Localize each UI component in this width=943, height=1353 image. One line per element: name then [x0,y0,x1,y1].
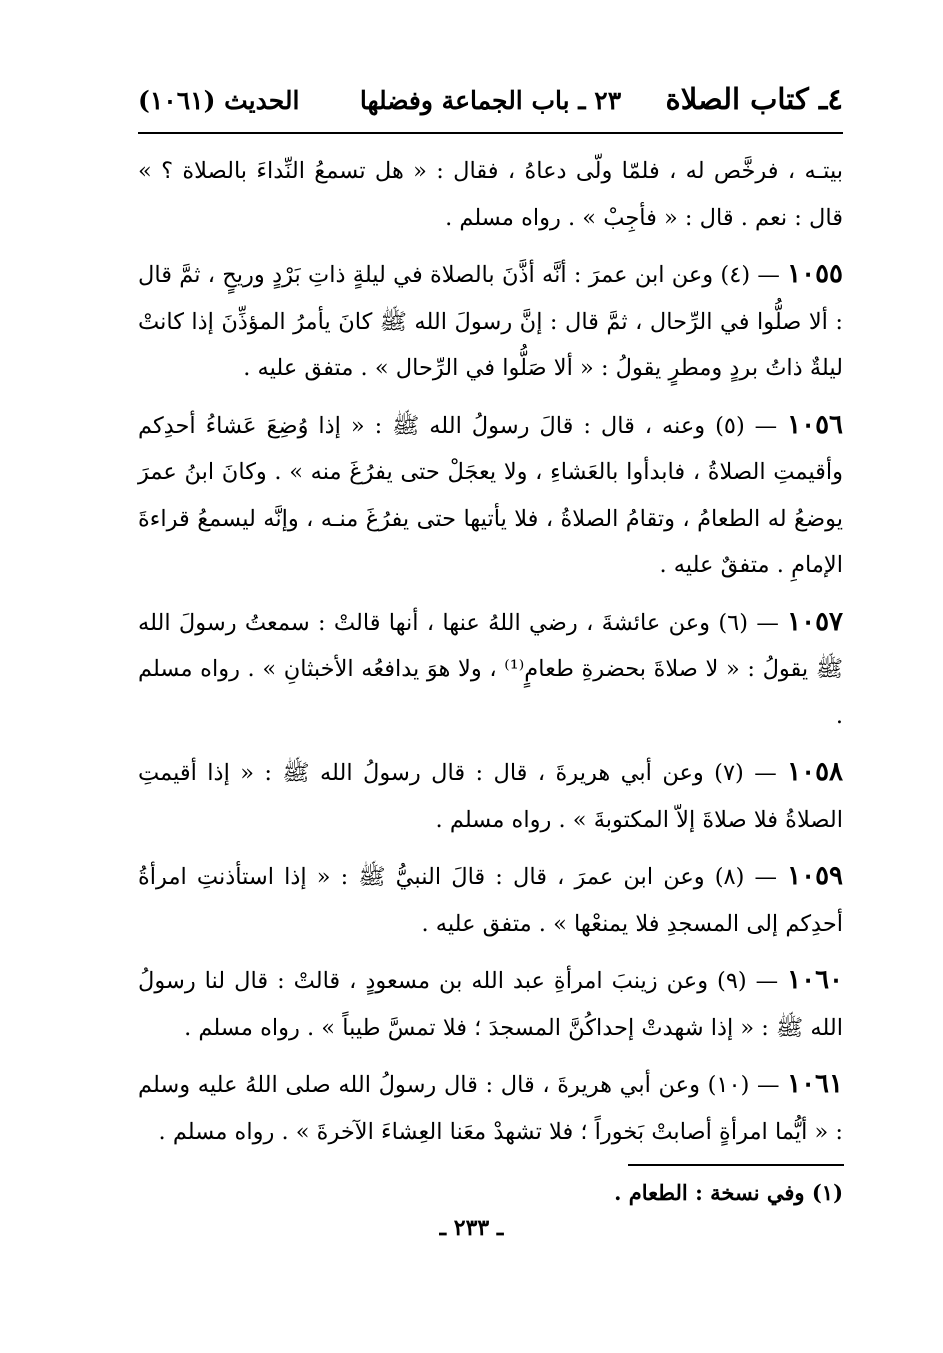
page-number: ـ ٢٣٣ ـ [439,1215,504,1241]
hadith-paragraph [138,749,843,843]
main-text [138,148,843,1165]
hadith-text: — (٥) وعنه ، قال : قالَ رسولُ الله ﷺ : « إذا وُضِعَ عَشاءُ أحدِكم وأقيمتِ الصلاةُ ، فابدأوا بالعَشاءِ ، ولا يعجَلْ حتى يفرُغَ منه » . وكانَ ابنُ عمرَ يوضعُ له الطعامُ ، وتقامُ الصلاةُ ، فلا يأتيها حتى يفرُغَ منـه ، وإنَّه ليسمعُ قراءةَ الإمامِ . متفقٌ عليه . [138,412,843,578]
hadith-paragraph [138,853,843,947]
hadith-number: ١٠٦١ [787,1069,843,1099]
hadith-text: — (٩) وعن زينبَ امرأةِ عبد الله بن مسعودٍ ، قالتْ : قال لنا رسولُ الله ﷺ : « إذا شهدتْ إحداكُنَّ المسجدَ ؛ فلا تمسَّ طيباً » . رواه مسلم . [138,968,843,1041]
hadith-number: ١٠٥٩ [787,861,843,891]
hadith-range: الحديث (١٠٦١) [138,86,300,115]
hadith-text: — (٨) وعن ابن عمرَ ، قال : قالَ النبيُّ ﷺ : « إذا استأذنتِ امرأةُ أحدِكم إلى المسجدِ فلا يمنعْها » . متفق عليه . [138,864,843,937]
hadith-text: — (٤) وعن ابن عمرَ : أنَّه أذَّنَ بالصلاة في ليلةٍ ذاتِ بَرْدٍ وريحٍ ، ثمَّ قال : ألا صلُّوا في الرِّحال ، ثمَّ قال : إنَّ رسولَ الله ﷺ كانَ يأمرُ المؤذِّنَ إذا كانتْ ليلةٌ ذاتُ بردٍ ومطرٍ يقولُ : « ألا صَلُّوا في الرِّحال » . متفق عليه . [138,262,843,381]
hadith-text: — (٦) وعن عائشةَ ، رضي اللهُ عنها ، أنها قالتْ : سمعتُ رسولَ الله ﷺ يقولُ : « لا صلاةَ بحضرةِ طعامٍ⁽¹⁾ ، ولا هوَ يدافعُه الأخبثانِ » . رواه مسلم . [138,609,843,729]
running-header [138,76,843,126]
header-divider [138,132,843,134]
hadith-number: ١٠٥٨ [787,757,843,787]
hadith-number: ١٠٥٧ [787,606,843,637]
hadith-text: — (١٠) وعن أبي هريرةَ ، قال : قال رسولُ الله صلى اللهُ عليه وسلم : « أيُّما امرأةٍ أصابتْ بَخوراً ؛ فلا تشهدْ معَنا العِشاءَ الآخرةَ » . رواه مسلم . [138,1072,843,1145]
hadith-paragraph [138,402,843,589]
book-title: ٤ـ كتاب الصلاة [665,82,843,116]
hadith-number: ١٠٦٠ [787,965,843,995]
hadith-paragraph [138,599,843,740]
hadith-paragraph [138,1061,843,1155]
footnote-divider [628,1164,844,1166]
paragraph [138,148,843,241]
chapter-title: ٢٣ ـ باب الجماعة وفضلها [359,86,622,115]
hadith-paragraph [138,251,843,392]
hadith-paragraph [138,957,843,1051]
hadith-number: ١٠٥٥ [787,259,844,289]
hadith-number: ١٠٥٦ [787,409,843,440]
paragraph-text: بيتـه ، فرخَّص له ، فلمّا ولّى دعاهُ ، فقال : « هل تسمعُ النِّداءَ بالصلاة ؟ » قال : نعم . قال : « فأجِبْ » . رواه مسلم . [138,158,843,231]
hadith-text: — (٧) وعن أبي هريرةَ ، قال : قال رسولُ الله ﷺ : « إذا أقيمتِ الصلاةُ فلا صلاةَ إلاّ المكتوبةَ » . رواه مسلم . [138,760,843,833]
footnote: (١) وفي نسخة : الطعام . [614,1180,843,1205]
